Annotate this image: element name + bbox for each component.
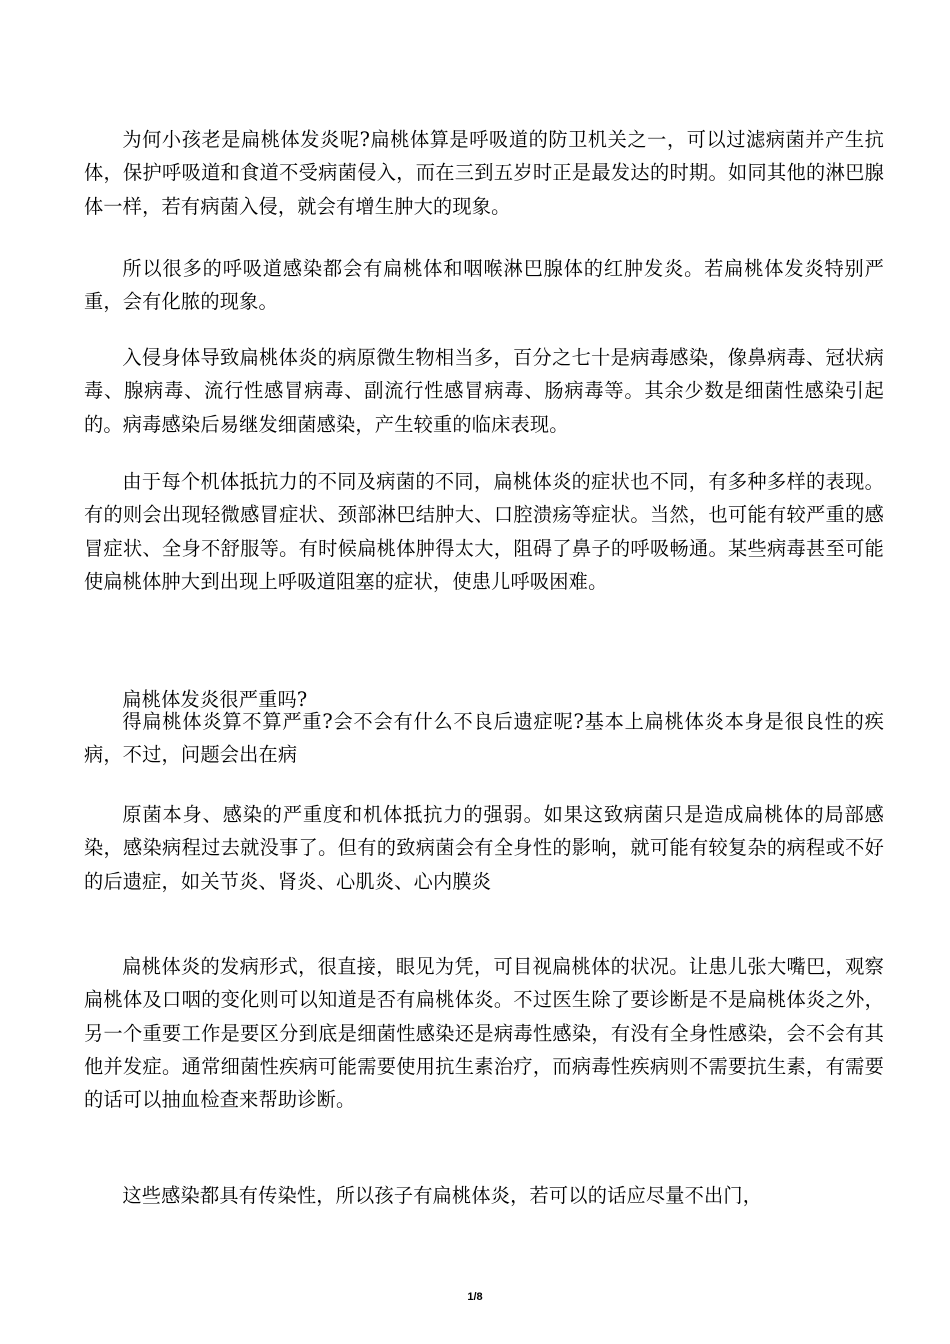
paragraph-pathogen-severity: 原菌本身、感染的严重度和机体抵抗力的强弱。如果这致病菌只是造成扁桃体的局部感染，感染病程过去就没事了。但有的致病菌会有全身性的影响，就可能有较复杂的病程或不好的后遗症，如关节炎、肾炎、心肌炎、心内膜炎 [84,803,884,893]
paragraph-symptoms: 由于每个机体抵抗力的不同及病菌的不同，扁桃体炎的症状也不同，有多种多样的表现。有的则会出现轻微感冒症状、颈部淋巴结肿大、口腔溃疡等症状。当然，也可能有较严重的感冒症状、全身不舒服等。有时候扁桃体肿得太大，阻碍了鼻子的呼吸畅通。某些病毒甚至可能使扁桃体肿大到出现上呼吸道阻塞的症状，使患儿呼吸困难。 [84,470,884,593]
paragraph-pathogens: 入侵身体导致扁桃体炎的病原微生物相当多，百分之七十是病毒感染，像鼻病毒、冠状病毒、腺病毒、流行性感冒病毒、副流行性感冒病毒、肠病毒等。其余少数是细菌性感染引起的。病毒感染后易继发细菌感染，产生较重的临床表现。 [84,346,884,436]
paragraph-sequelae-question: 得扁桃体炎算不算严重?会不会有什么不良后遗症呢?基本上扁桃体炎本身是很良性的疾病，不过，问题会出在病 [84,710,884,767]
page-number: 1/8 [467,1291,483,1303]
paragraph-why-children-tonsillitis: 为何小孩老是扁桃体发炎呢?扁桃体算是呼吸道的防卫机关之一，可以过滤病菌并产生抗体，保护呼吸道和食道不受病菌侵入，而在三到五岁时正是最发达的时期。如同其他的淋巴腺体一样，若有病菌入侵，就会有增生肿大的现象。 [84,128,884,218]
paragraph-heading-severity: 扁桃体发炎很严重吗? [122,688,308,711]
paragraph-respiratory-infection: 所以很多的呼吸道感染都会有扁桃体和咽喉淋巴腺体的红肿发炎。若扁桃体发炎特别严重，会有化脓的现象。 [84,257,884,314]
paragraph-contagious: 这些感染都具有传染性，所以孩子有扁桃体炎，若可以的话应尽量不出门， [122,1184,763,1207]
paragraph-diagnosis: 扁桃体炎的发病形式，很直接，眼见为凭，可目视扁桃体的状况。让患儿张大嘴巴，观察扁桃体及口咽的变化则可以知道是否有扁桃体炎。不过医生除了要诊断是不是扁桃体炎之外，另一个重要工作是要区分到底是细菌性感染还是病毒性感染，有没有全身性感染，会不会有其他并发症。通常细菌性疾病可能需要使用抗生素治疗，而病毒性疾病则不需要抗生素，有需要的话可以抽血检查来帮助诊断。 [84,955,884,1112]
